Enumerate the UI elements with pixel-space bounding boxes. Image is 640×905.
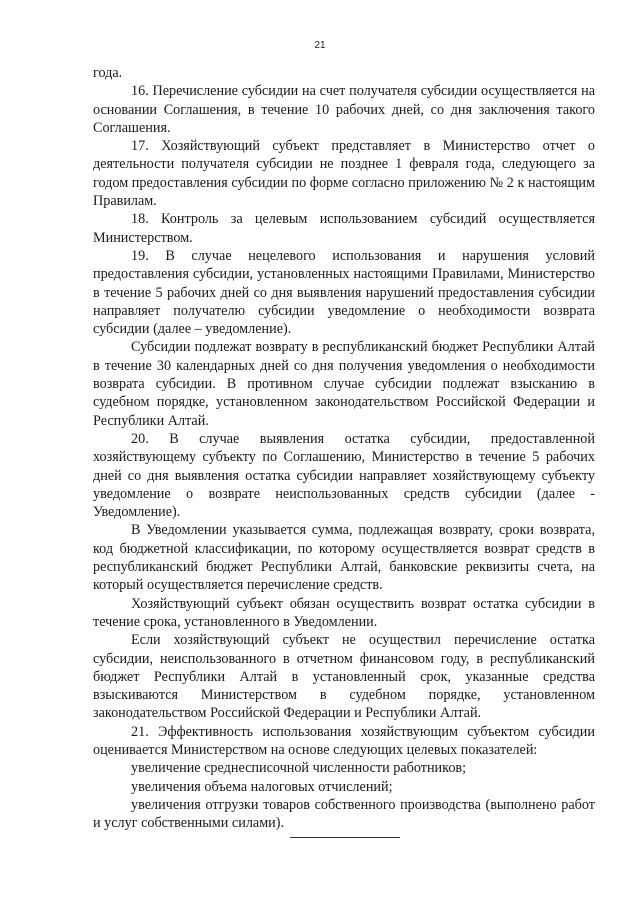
paragraph-20: 20. В случае выявления остатка субсидии, предоставленной хозяйствующему субъекту по Соглашению, Министерство в течение 5 рабочих дней со дня выявления остатка субсидии направляет хозяйствующему субъекту уведомление о возврате неиспользованных средств субсидии (далее - Уведомление). (93, 430, 595, 521)
paragraph-16: 16. Перечисление субсидии на счет получателя субсидии осуществляется на основании Соглашения, в течение 10 рабочих дней, со дня заключения такого Соглашения. (93, 83, 595, 136)
paragraph-continuation: года. (93, 65, 123, 81)
paragraph-18: 18. Контроль за целевым использованием субсидий осуществляется Министерством. (93, 211, 595, 246)
indicator-item: увеличения отгрузки товаров собственного производства (выполнено работ и услуг собственными силами). (93, 796, 595, 832)
page-number: 21 (314, 40, 326, 51)
paragraph-20-notice: В Уведомлении указывается сумма, подлежащая возврату, сроки возврата, код бюджетной классификации, по которому осуществляется возврат средств в республиканский бюджет Республики Алтай, банковские реквизиты счета, на который осуществляется перечисление средств. (93, 522, 595, 594)
paragraph-20-obligation: Хозяйствующий субъект обязан осуществить возврат остатка субсидии в течение срока, установленного в Уведомлении. (93, 595, 595, 630)
paragraph-20-recovery: Если хозяйствующий субъект не осуществил перечисление остатка субсидии, неиспользованного в отчетном финансовом году, в республиканский бюджет Республики Алтай в установленный срок, указанные средства взыскиваются Министерством в судебном порядке, установленном законодательством Российской Федерации и Республики Алтай. (93, 632, 595, 722)
closing-divider (290, 837, 400, 838)
paragraph-19-return: Субсидии подлежат возврату в республиканский бюджет Республики Алтай в течение 30 календарных дней со дня получения уведомления о необходимости возврата субсидии. В противном случае субсидии подлежат взысканию в судебном порядке, установленном законодательством Российской Федерации и Республики Алтай. (93, 339, 595, 429)
indicator-item: увеличение среднесписочной численности работников; (131, 760, 467, 777)
paragraph-17: 17. Хозяйствующий субъект представляет в Министерство отчет о деятельности получателя субсидии не позднее 1 февраля года, следующего за годом предоставления субсидии по форме согласно приложению № 2 к настоящим Правилам. (93, 138, 595, 210)
paragraph-21: 21. Эффективность использования хозяйствующим субъектом субсидии оценивается Министерством на основе следующих целевых показателей: (93, 723, 595, 758)
paragraph-19: 19. В случае нецелевого использования и нарушения условий предоставления субсидии, установленных настоящими Правилами, Министерство в течение 5 рабочих дней со дня выявления нарушений предоставления субсидии направляет получателю субсидии уведомление о необходимости возврата субсидии (далее – уведомление). (93, 247, 595, 338)
document-body (93, 64, 595, 832)
indicator-item: увеличения объема налоговых отчислений; (131, 778, 393, 795)
